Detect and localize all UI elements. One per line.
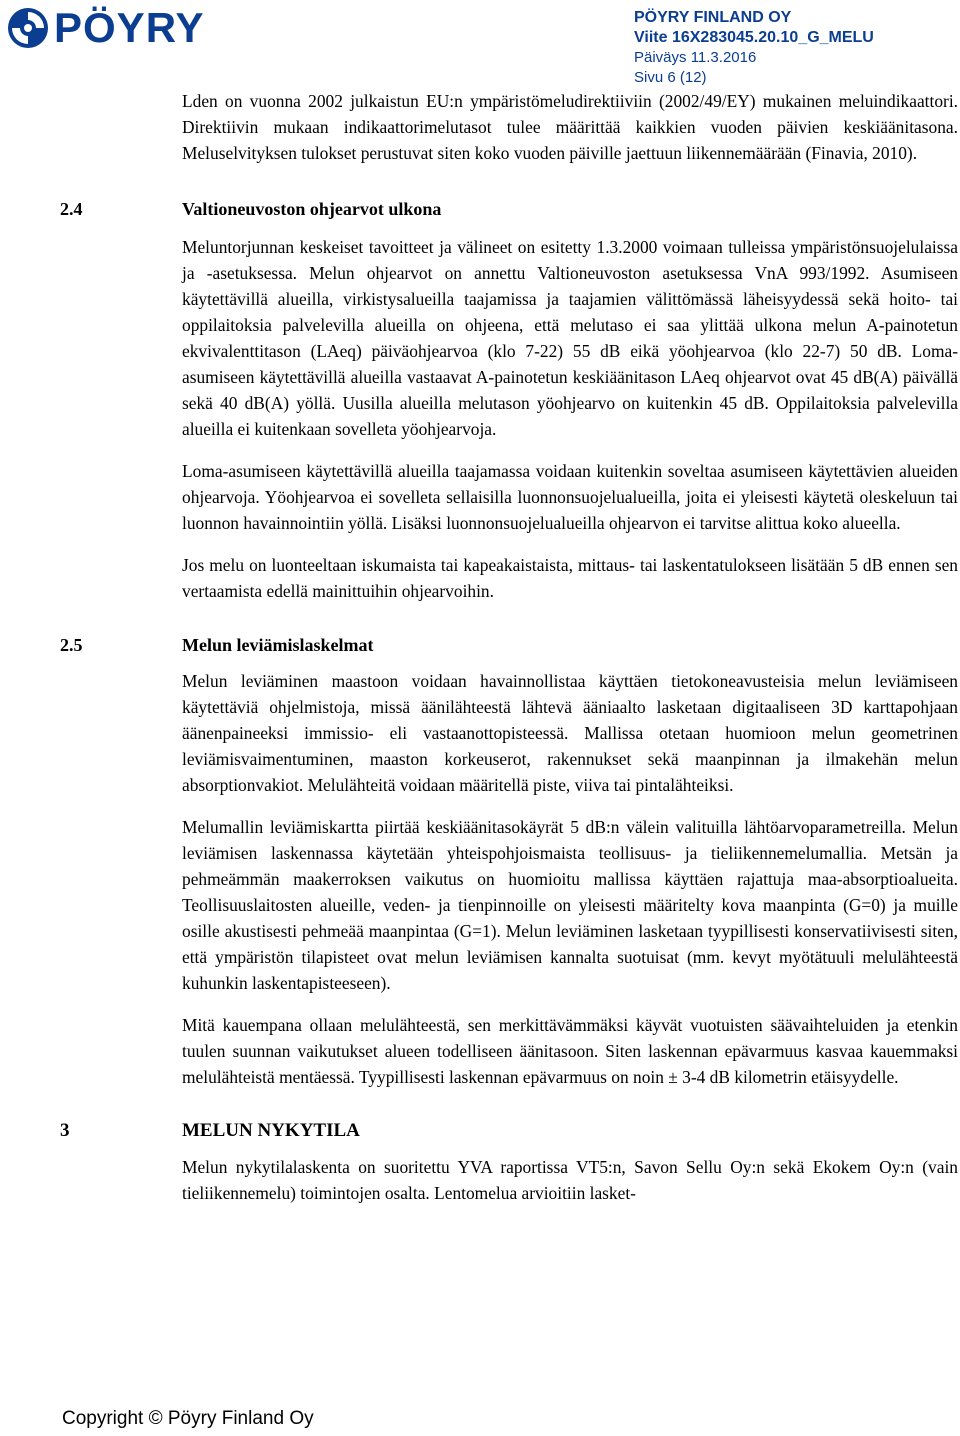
paragraph: Melun nykytilalaskenta on suoritettu YVA raportissa VT5:n, Savon Sellu Oy:n sekä Ekokem Oy:n (vain tieliikennemelu) toimintojen osalta. Lentomelua arvioitiin lasket-	[182, 1157, 958, 1203]
section-2-5-heading	[60, 632, 958, 658]
section-title: Valtioneuvoston ohjearvot ulkona	[182, 199, 442, 219]
company-logo	[6, 6, 204, 50]
paragraph: Melumallin leviämiskartta piirtää keskiäänitasokäyrät 5 dB:n välein valituilla lähtöarvoparametreilla. Melun leviämisen laskennassa käytetään yhteispohjoismaista teollisuus- ja tieliikennemelumallia. Metsän ja pehmeämmän maakerroksen vaikutus on huomioitu mallissa käyttäen rajattuja maa-absorptioalueita. Teollisuuslaitosten alueille, veden- ja tienpinnoille on yleisesti määritelty kova maanpinta (G=0) ja muille osille akustisesti pehmeää maanpintaa (G=1). Melun leviäminen lasketaan tyypillisesti konservatiivisesti siten, että ympäristön tilapisteet ovat melun leviämisen kannalta suotuisat (mm. kevyt myötätuuli melulähteestä kuhunkin laskentapisteeseen).	[182, 817, 958, 993]
header-reference: Viite 16X283045.20.10_G_MELU	[634, 29, 874, 46]
header-date: Päiväys 11.3.2016	[634, 49, 757, 66]
footer-copyright: Copyright © Pöyry Finland Oy	[62, 1408, 314, 1429]
logo-wordmark: PÖYRY	[54, 4, 205, 51]
section-3-heading	[60, 1118, 958, 1144]
section-number: 2.5	[60, 635, 83, 655]
paragraph: Jos melu on luonteeltaan iskumaista tai kapeakaistaista, mittaus- tai laskentatulokseen lisätään 5 dB ennen sen vertaamista edellä mainittuihin ohjearvoihin.	[182, 555, 958, 601]
section-title: MELUN NYKYTILA	[182, 1120, 360, 1141]
page-header	[0, 0, 960, 90]
section-title: Melun leviämislaskelmat	[182, 635, 374, 655]
header-company: PÖYRY FINLAND OY	[634, 9, 792, 26]
paragraph: Loma-asumiseen käytettävillä alueilla taajamassa voidaan kuitenkin soveltaa asumiseen käytettävien alueiden ohjearvoja. Yöohjearvoa ei sovelleta sellaisilla luonnonsuojelualueilla, joita ei yleisesti käytetä oleskeluun tai luonnon havainnointiin yöllä. Lisäksi luonnonsuojelualueilla ohjearvon ei tarvitse alittua koko alueella.	[182, 461, 958, 533]
document-body	[60, 88, 958, 1206]
section-number: 2.4	[60, 199, 83, 219]
paragraph: Melun leviäminen maastoon voidaan havainnollistaa käyttäen tietokoneavusteisia melun leviämiseen käytettäviä ohjelmistoja, missä äänilähteestä lähtevä ääniaalto lasketaan digitaaliseen 3D karttapohjaan äänenpaineeksi immissio- eli vastaanottopisteessä. Mallissa otetaan huomioon melun geometrinen leviämisvaimentuminen, maaston korkeuserot, rakennukset sekä maanpinnan ja ilmakehän melun absorptionvakiot. Melulähteitä voidaan määritellä piste, viiva tai pintalähteiksi.	[182, 671, 958, 795]
section-number: 3	[60, 1120, 70, 1141]
intro-paragraph: Lden on vuonna 2002 julkaistun EU:n ympäristömeludirektiiviin (2002/49/EY) mukainen meluindikaattori. Direktiivin mukaan indikaattorimelutasot tulee määrittää kaikkien vuoden päivien keskiäänitasona. Meluselvityksen tulokset perustuvat siten koko vuoden päiville jaettuun liikennemäärään (Finavia, 2010).	[182, 91, 958, 163]
paragraph: Meluntorjunnan keskeiset tavoitteet ja välineet on esitetty 1.3.2000 voimaan tulleissa ympäristönsuojelulaissa ja -asetuksessa. Melun ohjearvot on annettu Valtioneuvoston asetuksessa VnA 993/1992. Asumiseen käytettävillä alueilla, virkistysalueilla taajamissa ja taajamien välittömässä läheisyydessä sekä hoito- tai oppilaitoksia palvelevilla alueilla on ohjeena, että melutaso ei saa ylittää ulkona melun A-painotetun ekvivalenttitason (LAeq) päiväohjearvoa (klo 7-22) 55 dB eikä yöohjearvoa (klo 22-7) 50 dB. Loma-asumiseen käytettävillä alueilla vastaavat A-painotetun keskiäänitason LAeq ohjearvot ovat 45 dB(A) päivällä sekä 40 dB(A) yöllä. Uusilla alueilla melutason yöohjearvo on kuitenkin 45 dB. Oppilaitoksia palvelevilla alueilla ei kuitenkaan sovelleta yöohjearvoja.	[182, 237, 958, 439]
header-page-number: Sivu 6 (12)	[634, 69, 707, 86]
poyry-logo-icon	[6, 6, 50, 50]
header-info	[634, 8, 874, 88]
section-2-4-heading	[60, 196, 958, 222]
paragraph: Mitä kauempana ollaan melulähteestä, sen merkittävämmäksi käyvät vuotuisten säävaihteluiden ja etenkin tuulen suunnan vaikutukset alueen todelliseen äänitasoon. Siten laskennan epävarmuus kasvaa kauemmaksi melulähteistä mentäessä. Tyypillisesti laskennan epävarmuus on noin ± 3-4 dB kilometrin etäisyydelle.	[182, 1015, 958, 1087]
